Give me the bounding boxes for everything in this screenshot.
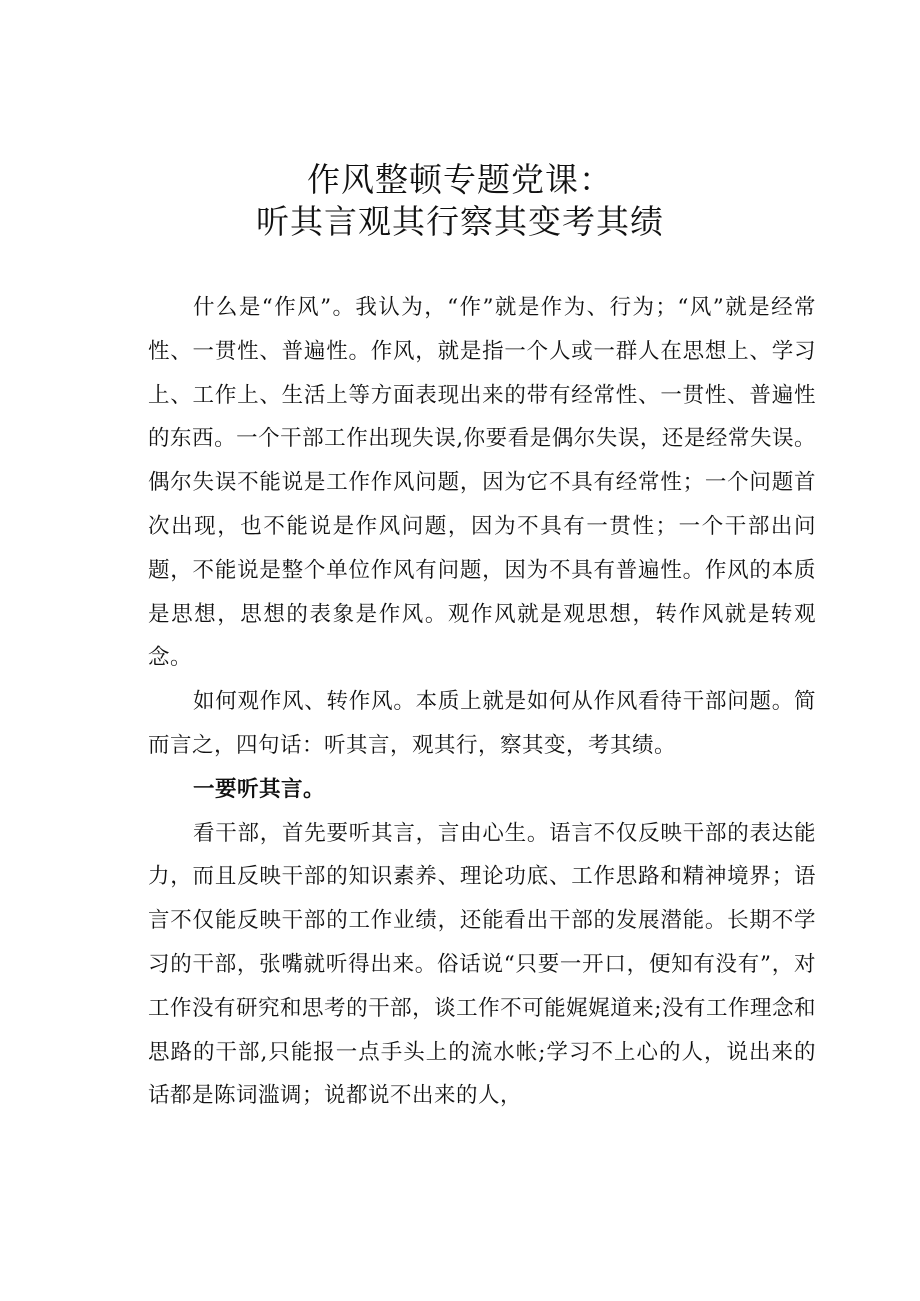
paragraph-how-to-observe: 如何观作风、转作风。本质上就是如何从作风看待干部问题。简而言之，四句话：听其言，观其行，察其变，考其绩。 xyxy=(148,689,816,758)
paragraph-what-is-style: 什么是“作风”。我认为，“作”就是作为、行为；“风”就是经常性、一贯性、普遍性。作风，就是指一个人或一群人在思想上、学习上、工作上、生活上等方面表现出来的带有经常性、一贯性、普遍性的东西。一个干部工作出现失误,你要看是偶尔失误，还是经常失误。偶尔失误不能说是工作作风问题，因为它不具有经常性；一个问题首次出现，也不能说是作风问题，因为不具有一贯性；一个干部出问题，不能说是整个单位作风有问题，因为不具有普遍性。作风的本质是思想，思想的表象是作风。观作风就是观思想，转作风就是转观念。 xyxy=(148,295,816,671)
paragraph-listen-words: 看干部，首先要听其言，言由心生。语言不仅反映干部的表达能力，而且反映干部的知识素养、理论功底、工作思路和精神境界；语言不仅能反映干部的工作业绩，还能看出干部的发展潜能。长期不学习的干部，张嘴就听得出来。俗话说“只要一开口，便知有没有”，对工作没有研究和思考的干部，谈工作不可能娓娓道来;没有工作理念和思路的干部,只能报一点手头上的流水帐;学习不上心的人，说出来的话都是陈词滥调；说都说不出来的人， xyxy=(148,820,816,1109)
section-heading-listen: 一要听其言。 xyxy=(193,776,326,802)
document-title-line-1: 作风整顿专题党课： xyxy=(307,160,613,199)
document-body xyxy=(148,286,816,1118)
document-title-line-2: 听其言观其行察其变考其绩 xyxy=(256,202,664,241)
